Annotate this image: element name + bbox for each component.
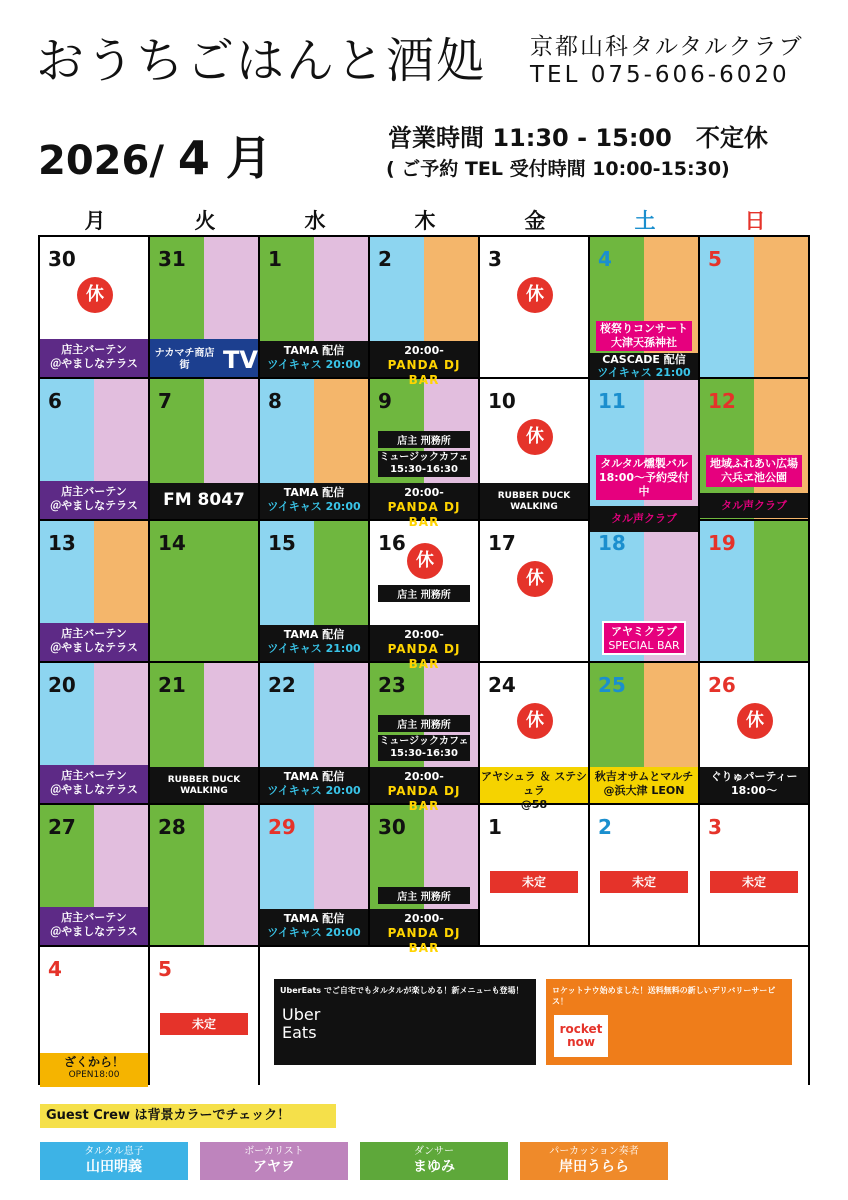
otsu-label: 大津天孫神社 (611, 335, 677, 349)
sakura-box (596, 321, 692, 351)
tama-banner (260, 767, 368, 803)
kunsei-box (596, 455, 692, 500)
tama-banner (260, 483, 368, 519)
ashura-banner-line2: @58 (520, 797, 548, 811)
day-cell (370, 379, 478, 529)
rubber-duck-banner: RUBBER DUCK WALKING (480, 483, 588, 519)
closed-mark: 休 (517, 277, 553, 313)
ashura-banner-line1: アヤシュラ ＆ ステシュラ (481, 770, 587, 797)
day-cell (700, 379, 808, 519)
nakamachi-tv-banner (150, 339, 258, 377)
panda-banner-line2: PANDA DJ BAR (387, 641, 461, 671)
day-cell (370, 663, 478, 813)
day-cell (480, 663, 588, 811)
day-cell (480, 805, 588, 945)
stripe-green (754, 521, 808, 661)
kunsei-banner (590, 453, 698, 526)
terrace-banner-line1: 店主バーテン (61, 769, 127, 782)
tama-banner-line2: ツイキャス 20:00 (267, 357, 361, 371)
day-number: 25 (598, 673, 626, 697)
tama-banner-line1: TAMA 配信 (283, 628, 345, 641)
crew-role: ボーカリスト (244, 1146, 304, 1157)
day-cell (150, 237, 258, 377)
day-cell (40, 947, 148, 1087)
weekday-0: 月 (84, 209, 106, 233)
day-cell (370, 237, 478, 387)
month: 4 月 (177, 131, 272, 185)
panda-banner (370, 625, 478, 671)
panda-banner-line2: PANDA DJ BAR (387, 783, 461, 813)
day-cell (260, 237, 368, 377)
ubereats-promo (274, 979, 536, 1065)
tama-banner (260, 909, 368, 945)
terrace-banner-line1: 店主バーテン (61, 627, 127, 640)
tama-banner-line1: TAMA 配信 (283, 912, 345, 925)
ashura-banner (480, 767, 588, 811)
day-number: 30 (378, 815, 406, 839)
day-cell (40, 805, 148, 945)
kunsei-label: タルタル燻製バル (600, 457, 688, 470)
sakura-label: 桜祭りコンサート (600, 322, 688, 335)
day-cell (590, 663, 698, 803)
rocket-now-logo: rocket now (554, 1015, 608, 1057)
day-number: 27 (48, 815, 76, 839)
day-cell (150, 805, 258, 945)
panda-banner-line2: PANDA DJ BAR (387, 925, 461, 955)
closed-mark: 休 (517, 419, 553, 455)
day-cell (700, 805, 808, 945)
music-cafe-time: 15:30-16:30 (390, 464, 458, 475)
guryu-banner-line2: 18:00～ (730, 783, 777, 797)
weekday-5: 土 (634, 209, 656, 233)
stripe-pink (204, 805, 258, 945)
terrace-banner (40, 907, 148, 945)
fm-banner: FM 8047 (150, 483, 258, 519)
terrace-banner (40, 623, 148, 661)
crew-name: アヤヲ (253, 1159, 295, 1175)
weekday-4: 金 (524, 209, 546, 233)
crew-2 (360, 1142, 508, 1180)
uber-eats-logo: Uber Eats (282, 1005, 321, 1042)
closed-mark: 休 (77, 277, 113, 313)
day-cell (480, 379, 588, 519)
panda-banner-line2: PANDA DJ BAR (387, 357, 461, 387)
day-number: 29 (268, 815, 296, 839)
cascade-label: CASCADE 配信 (602, 352, 686, 366)
chiiki-box (706, 455, 802, 487)
closed-mark: 休 (737, 703, 773, 739)
cascade-box (590, 353, 698, 381)
tama-banner-line1: TAMA 配信 (283, 770, 345, 783)
day-number: 4 (48, 957, 62, 981)
guest-crew-title: Guest Crew は背景カラーでチェック！ (40, 1104, 336, 1128)
closed-mark: 休 (407, 543, 443, 579)
weekday-6: 日 (744, 209, 766, 233)
day-cell (150, 947, 258, 1087)
tama-banner (260, 341, 368, 377)
day-number: 14 (158, 531, 186, 555)
panda-banner-line1: 20:00- (404, 912, 444, 925)
terrace-banner (40, 481, 148, 519)
tama-banner-line2: ツイキャス 20:00 (267, 783, 361, 797)
day-number: 10 (488, 389, 516, 413)
terrace-banner-line1: 店主バーテン (61, 485, 127, 498)
closed-mark: 休 (517, 561, 553, 597)
year: 2026/ (38, 138, 164, 184)
panda-banner-line1: 20:00- (404, 628, 444, 641)
day-number: 15 (268, 531, 296, 555)
day-cell (40, 379, 148, 519)
zakukara-banner (40, 1053, 148, 1087)
day-number: 17 (488, 531, 516, 555)
tarugoe-box: タル声クラブ (590, 506, 698, 532)
day-number: 11 (598, 389, 626, 413)
kunsei-time: 18:00～予約受付中 (598, 470, 689, 498)
terrace-banner (40, 339, 148, 377)
crew-role: ダンサー (413, 1146, 455, 1157)
month-heading (38, 122, 272, 188)
weekday-1: 火 (194, 209, 216, 233)
tama-banner-line2: ツイキャス 20:00 (267, 499, 361, 513)
music-cafe-label: ミュージックカフェ (379, 452, 469, 463)
stripe-orange (754, 237, 808, 377)
day-cell (260, 663, 368, 803)
crew-3 (520, 1142, 668, 1180)
day-number: 21 (158, 673, 186, 697)
terrace-banner-line2: ＠やましなテラス (50, 782, 138, 796)
ayami-banner (602, 621, 686, 655)
day-number: 20 (48, 673, 76, 697)
promo-cell (260, 947, 808, 1087)
chiiki-banner (700, 453, 808, 519)
twicas-time: ツイキャス 21:00 (597, 366, 691, 380)
day-number: 13 (48, 531, 76, 555)
day-number: 26 (708, 673, 736, 697)
day-number: 22 (268, 673, 296, 697)
terrace-banner (40, 765, 148, 803)
day-cell (150, 379, 258, 519)
day-cell (480, 237, 588, 377)
tama-banner-line1: TAMA 配信 (283, 344, 345, 357)
day-cell (480, 521, 588, 661)
day-number: 23 (378, 673, 406, 697)
terrace-banner-line2: ＠やましなテラス (50, 924, 138, 938)
day-number: 2 (378, 247, 392, 271)
day-cell (40, 521, 148, 661)
special-bar-label: SPECIAL BAR (608, 638, 680, 652)
closed-mark: 休 (517, 703, 553, 739)
tama-banner-line2: ツイキャス 21:00 (267, 641, 361, 655)
akiyoshi-banner-line1: 秋吉オサムとマルチ (594, 770, 694, 783)
day-cell (370, 521, 478, 671)
tenshu-keimusho-tag: 店主 刑務所 (378, 887, 470, 904)
day-number: 2 (598, 815, 612, 839)
crew-0 (40, 1142, 188, 1180)
day-cell (260, 379, 368, 519)
day-cell (590, 379, 698, 526)
undecided-tag: 未定 (490, 871, 578, 893)
panda-banner-line2: PANDA DJ BAR (387, 499, 461, 529)
rocketnow-text: ロケットナウ始めました！送料無料の新しいデリバリーサービス！ (552, 986, 776, 1006)
panda-banner (370, 483, 478, 529)
terrace-banner-line2: ＠やましなテラス (50, 498, 138, 512)
day-cell (40, 663, 148, 803)
crew-name: まゆみ (413, 1159, 455, 1175)
panda-banner (370, 909, 478, 955)
panda-banner (370, 767, 478, 813)
day-number: 1 (268, 247, 282, 271)
day-cell (590, 521, 698, 661)
crew-name: 岸田うらら (559, 1159, 629, 1175)
rocketnow-promo (546, 979, 792, 1065)
undecided-tag: 未定 (160, 1013, 248, 1035)
zakukara-time: OPEN18:00 (68, 1070, 120, 1080)
weekday-header (40, 205, 810, 235)
crew-role: タルタル息子 (84, 1146, 144, 1157)
crew-1 (200, 1142, 348, 1180)
day-number: 18 (598, 531, 626, 555)
day-number: 5 (158, 957, 172, 981)
day-cell (700, 521, 808, 661)
day-cell (150, 663, 258, 803)
music-cafe-time: 15:30-16:30 (390, 748, 458, 759)
tama-banner-line2: ツイキャス 20:00 (267, 925, 361, 939)
rokube-label: 六兵ヱ池公園 (721, 470, 787, 484)
music-cafe-tag (378, 735, 470, 761)
day-number: 1 (488, 815, 502, 839)
day-number: 28 (158, 815, 186, 839)
crew-name: 山田明義 (86, 1159, 142, 1175)
day-number: 16 (378, 531, 406, 555)
ayami-label: アヤミクラブ (611, 625, 677, 638)
shop-title: おうちごはんと酒処 (36, 33, 487, 89)
stripe-green (204, 521, 258, 661)
ubereats-text: UberEats でご自宅でもタルタルが楽しめる！新メニューも登場！ (280, 986, 524, 995)
terrace-banner-line1: 店主バーテン (61, 911, 127, 924)
weekday-2: 水 (304, 209, 326, 233)
sakura-banner (590, 319, 698, 380)
day-number: 3 (708, 815, 722, 839)
crew-role: パーカッション奏者 (549, 1146, 639, 1157)
day-number: 12 (708, 389, 736, 413)
terrace-banner-line2: ＠やましなテラス (50, 640, 138, 654)
panda-banner-line1: 20:00- (404, 486, 444, 499)
day-number: 9 (378, 389, 392, 413)
akiyoshi-banner-line2: @浜大津 LEON (603, 783, 685, 797)
day-cell (700, 237, 808, 377)
panda-banner-line1: 20:00- (404, 344, 444, 357)
guryu-banner (700, 767, 808, 803)
day-cell (700, 663, 808, 803)
tama-banner-line1: TAMA 配信 (283, 486, 345, 499)
undecided-tag: 未定 (710, 871, 798, 893)
day-cell (260, 521, 368, 661)
day-number: 4 (598, 247, 612, 271)
chiiki-label: 地域ふれあい広場 (710, 457, 798, 470)
rubber-duck-banner: RUBBER DUCK WALKING (150, 767, 258, 803)
day-number: 6 (48, 389, 62, 413)
store-name: 京都山科タルタルクラブ (530, 34, 804, 60)
nakamachi-label: ナカマチ商店街 (154, 347, 215, 371)
day-number: 30 (48, 247, 76, 271)
music-cafe-tag (378, 451, 470, 477)
tenshu-keimusho-tag: 店主 刑務所 (378, 715, 470, 732)
calendar-grid (38, 235, 810, 1085)
weekday-3: 木 (414, 209, 436, 233)
reservation-hours: ( ご予約 TEL 受付時間 10:00-15:30) (386, 158, 730, 180)
guryu-banner-line1: ぐりゅパーティー (710, 770, 798, 783)
terrace-banner-line1: 店主バーテン (61, 343, 127, 356)
day-number: 5 (708, 247, 722, 271)
day-cell (370, 805, 478, 955)
business-hours: 営業時間 11:30 - 15:00 不定休 (388, 124, 768, 152)
day-cell (260, 805, 368, 945)
day-number: 19 (708, 531, 736, 555)
tv-label: TV (223, 346, 258, 374)
telephone: TEL 075-606-6020 (530, 62, 790, 88)
day-cell (40, 237, 148, 377)
akiyoshi-banner (590, 767, 698, 803)
day-number: 8 (268, 389, 282, 413)
day-cell (150, 521, 258, 661)
day-cell (590, 237, 698, 380)
tama-banner (260, 625, 368, 661)
undecided-tag: 未定 (600, 871, 688, 893)
tarugoe-box: タル声クラブ (700, 493, 808, 519)
tenshu-keimusho-tag: 店主 刑務所 (378, 585, 470, 602)
music-cafe-label: ミュージックカフェ (379, 736, 469, 747)
day-number: 7 (158, 389, 172, 413)
panda-banner (370, 341, 478, 387)
terrace-banner-line2: ＠やましなテラス (50, 356, 138, 370)
day-number: 24 (488, 673, 516, 697)
day-number: 3 (488, 247, 502, 271)
day-number: 31 (158, 247, 186, 271)
zakukara-label: ざくから！ (63, 1055, 124, 1069)
tenshu-keimusho-tag: 店主 刑務所 (378, 431, 470, 448)
panda-banner-line1: 20:00- (404, 770, 444, 783)
day-cell (590, 805, 698, 945)
